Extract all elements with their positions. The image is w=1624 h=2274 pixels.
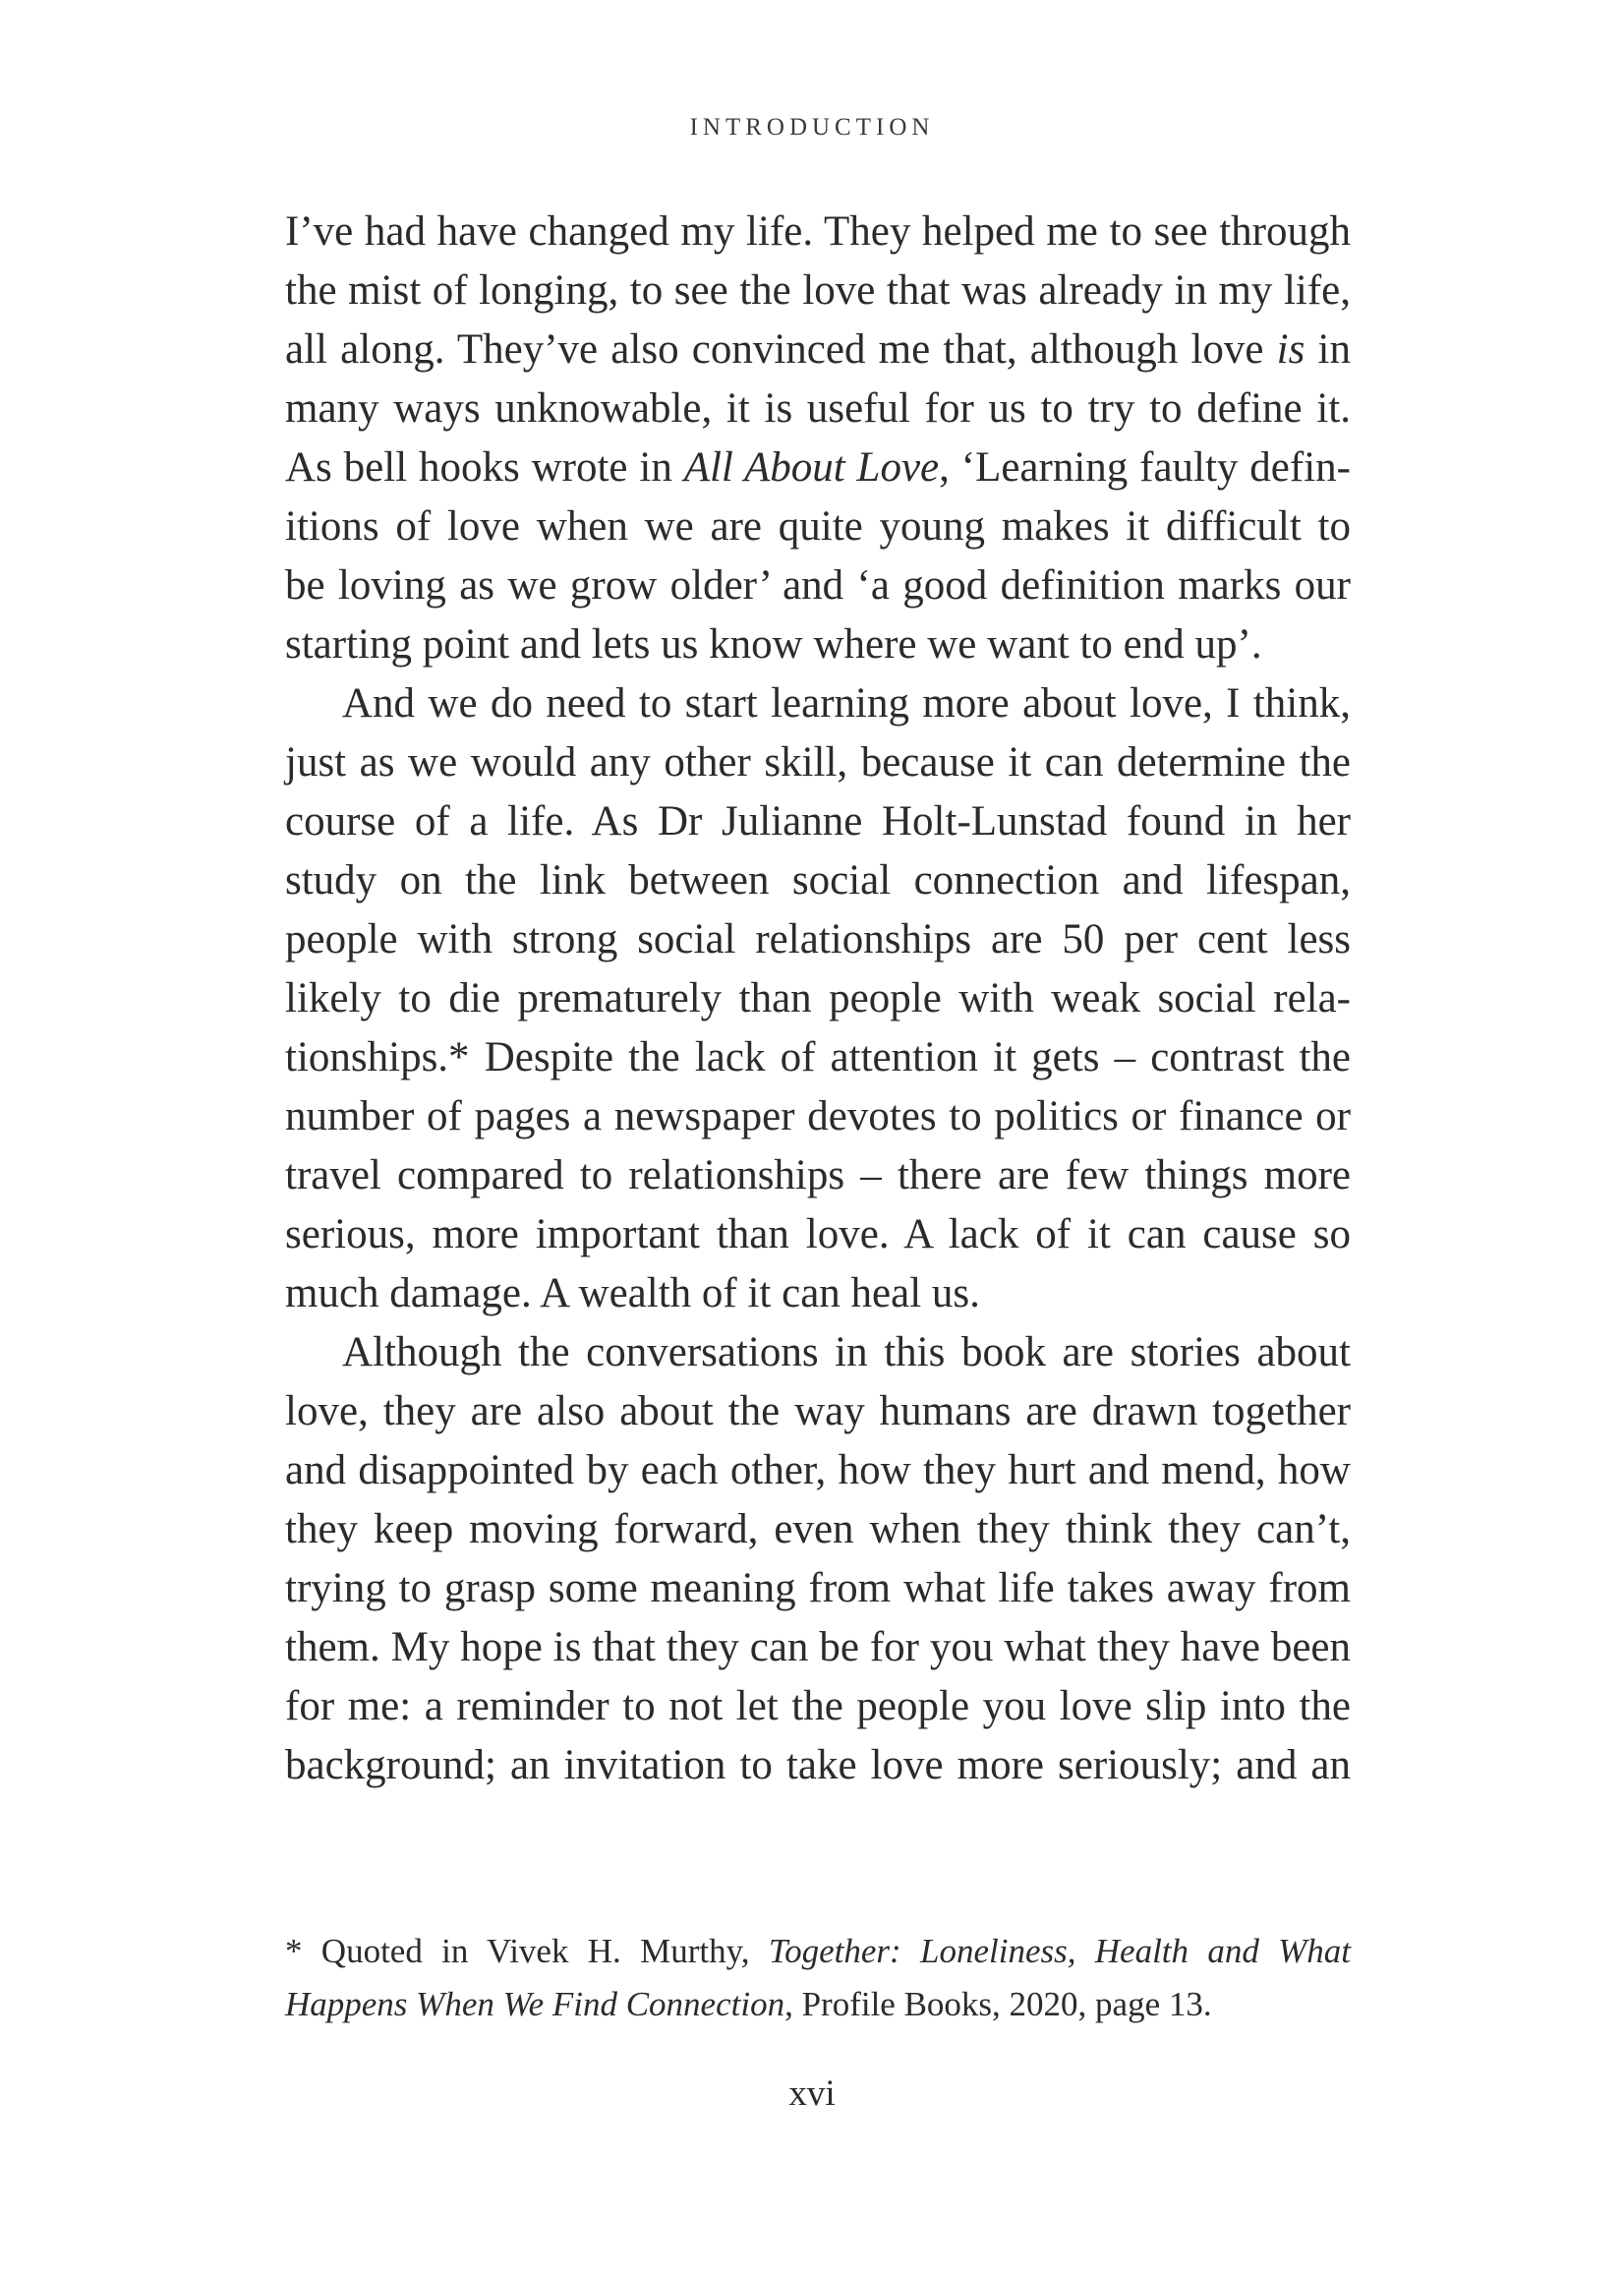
- italic-emphasis: is: [1276, 326, 1305, 373]
- running-head: INTRODUCTION: [689, 114, 935, 141]
- text-span: in: [1305, 326, 1351, 373]
- text-line: the mist of longing, to see the love that was already in my life,: [285, 267, 1351, 314]
- text-span: As bell hooks wrote in: [285, 444, 684, 491]
- text-line: starting point and lets us know where we want to end up’.: [285, 621, 1262, 668]
- text-line: much damage. A wealth of it can heal us.: [285, 1270, 980, 1316]
- footnote-line: [285, 1978, 1351, 2031]
- text-line: course of a life. As Dr Julianne Holt-Lunstad found in her: [285, 798, 1351, 845]
- text-line: serious, more important than love. A lack of it can cause so: [285, 1211, 1351, 1257]
- footnote: [285, 1925, 1351, 2031]
- text-line: And we do need to start learning more about love, I think,: [342, 680, 1351, 727]
- text-line: and disappointed by each other, how they hurt and mend, how: [285, 1447, 1351, 1493]
- footnote-text: * Quoted in Vivek H. Murthy,: [285, 1932, 769, 1970]
- text-line: I’ve had have changed my life. They helped me to see through: [285, 208, 1351, 255]
- text-line: study on the link between social connection and lifespan,: [285, 857, 1351, 904]
- text-line: tionships.* Despite the lack of attention it gets – contrast the: [285, 1034, 1351, 1080]
- text-line: background; an invitation to take love more seriously; and an: [285, 1742, 1351, 1788]
- text-line: people with strong social relationships are 50 per cent less: [285, 916, 1351, 962]
- text-line: Although the conversations in this book are stories about: [342, 1329, 1351, 1375]
- footnote-text: , Profile Books, 2020, page 13.: [784, 1985, 1212, 2023]
- text-line: itions of love when we are quite young makes it difficult to: [285, 503, 1351, 550]
- page-number: xvi: [788, 2073, 836, 2114]
- footnote-line: [285, 1925, 1351, 1978]
- text-line: love, they are also about the way humans are drawn together: [285, 1388, 1351, 1434]
- text-line: they keep moving forward, even when they think they can’t,: [285, 1506, 1351, 1552]
- text-line: [285, 321, 1351, 379]
- text-line: likely to die prematurely than people with weak social rela-: [285, 975, 1351, 1021]
- text-line: number of pages a newspaper devotes to politics or finance or: [285, 1093, 1351, 1139]
- text-span: , ‘Learning faulty defin-: [939, 444, 1351, 491]
- text-line: [285, 438, 1351, 497]
- text-line: for me: a reminder to not let the people you love slip into the: [285, 1683, 1351, 1729]
- text-line: just as we would any other skill, because it can determine the: [285, 739, 1351, 786]
- body-text: [285, 203, 1351, 1795]
- footnote-book-title: Happens When We Find Connection: [285, 1985, 785, 2023]
- text-line: travel compared to relationships – there are few things more: [285, 1152, 1351, 1198]
- footnote-book-title: Together: Loneliness, Health and What: [768, 1932, 1352, 1970]
- text-line: trying to grasp some meaning from what life takes away from: [285, 1565, 1351, 1611]
- text-line: them. My hope is that they can be for you what they have been: [285, 1624, 1351, 1670]
- text-line: be loving as we grow older’ and ‘a good definition marks our: [285, 562, 1351, 609]
- text-span: all along. They’ve also convinced me that, although love: [285, 326, 1277, 373]
- text-line: many ways unknowable, it is useful for us to try to define it.: [285, 385, 1351, 432]
- book-title: All About Love: [683, 444, 940, 491]
